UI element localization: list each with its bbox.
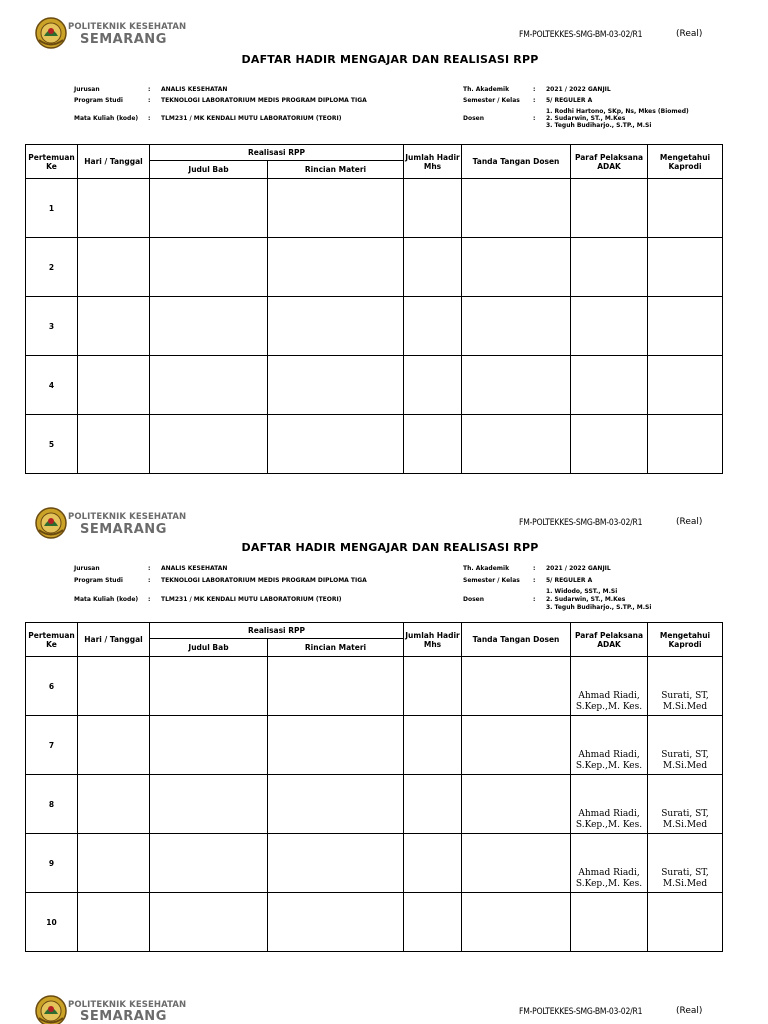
label-matkul: Mata Kuliah (kode) — [74, 115, 139, 122]
table-row — [26, 179, 723, 238]
row-number: 7 — [26, 716, 78, 775]
attendance-table — [25, 622, 723, 952]
paraf-name: Ahmad Riadi, — [578, 750, 640, 761]
kaprodi-signature — [648, 716, 723, 775]
dosen-item: 1. Rodhi Hartono, SKp, Ns, Mkes (Biomed) — [546, 108, 689, 115]
dosen-item: 3. Teguh Budiharjo., S.TP., M.Si — [546, 122, 652, 129]
label-semester: Semester / Kelas — [463, 97, 520, 104]
header-mengetahui: Mengetahui Kaprodi — [648, 145, 723, 179]
label-prodi: Program Studi — [74, 97, 123, 104]
dosen-item: 2. Sudarwin, ST., M.Kes — [546, 115, 626, 122]
value-jurusan: ANALIS KESEHATAN — [161, 86, 228, 93]
colon: : — [533, 565, 536, 572]
value-semester: 5/ REGULER A — [546, 577, 593, 584]
value-semester: 5/ REGULER A — [546, 97, 593, 104]
header-realisasi: Realisasi RPP — [150, 145, 404, 161]
paraf-title: S.Kep.,M. Kes. — [575, 702, 643, 713]
form-code: FM-POLTEKKES-SMG-BM-03-02/R1 — [519, 30, 643, 40]
dosen-item: 2. Sudarwin, ST., M.Kes — [546, 596, 626, 603]
row-number: 2 — [26, 238, 78, 297]
label-tahun: Th. Akademik — [463, 86, 510, 93]
label-matkul: Mata Kuliah (kode) — [74, 596, 139, 603]
table-row — [26, 657, 723, 716]
colon: : — [533, 596, 536, 603]
table-row — [26, 297, 723, 356]
value-jurusan: ANALIS KESEHATAN — [161, 565, 228, 572]
dosen-item: 1. Widodo, SST., M.Si — [546, 588, 618, 595]
paraf-name: Ahmad Riadi, — [578, 691, 640, 702]
paraf-name: Ahmad Riadi, — [578, 809, 640, 820]
poltekkes-logo-icon — [34, 16, 68, 50]
label-jurusan: Jurusan — [74, 86, 100, 93]
header-judul: Judul Bab — [150, 639, 268, 657]
poltekkes-logo-icon — [34, 506, 68, 540]
kaprodi-name: Surati, ST, — [661, 750, 709, 761]
brand-line-1: POLITEKNIK KESEHATAN — [68, 512, 187, 522]
header-ttd: Tanda Tangan Dosen — [462, 623, 571, 657]
table-row — [26, 356, 723, 415]
header-pertemuan: Pertemuan Ke — [26, 623, 78, 657]
header-rincian: Rincian Materi — [268, 161, 404, 179]
kaprodi-title: M.Si.Med — [662, 820, 708, 831]
kaprodi-signature — [648, 834, 723, 893]
value-matkul: TLM231 / MK KENDALI MUTU LABORATORIUM (TEORI) — [161, 596, 342, 603]
value-prodi: TEKNOLOGI LABORATORIUM MEDIS PROGRAM DIPLOMA TIGA — [161, 577, 367, 584]
paraf-title: S.Kep.,M. Kes. — [575, 761, 643, 772]
table-row — [26, 834, 723, 893]
header-rincian: Rincian Materi — [268, 639, 404, 657]
poltekkes-logo-icon — [34, 994, 68, 1024]
form-suffix: (Real) — [676, 517, 703, 527]
row-number: 6 — [26, 657, 78, 716]
colon: : — [148, 596, 151, 603]
paraf-name: Ahmad Riadi, — [578, 868, 640, 879]
kaprodi-name: Surati, ST, — [661, 809, 709, 820]
header-ttd: Tanda Tangan Dosen — [462, 145, 571, 179]
header-realisasi: Realisasi RPP — [150, 623, 404, 639]
page-title: DAFTAR HADIR MENGAJAR DAN REALISASI RPP — [241, 541, 539, 554]
row-number: 4 — [26, 356, 78, 415]
colon: : — [533, 577, 536, 584]
header-mengetahui: Mengetahui Kaprodi — [648, 623, 723, 657]
form-suffix: (Real) — [676, 29, 703, 39]
kaprodi-signature — [648, 657, 723, 716]
brand-line-1: POLITEKNIK KESEHATAN — [68, 1000, 187, 1010]
row-number: 3 — [26, 297, 78, 356]
form-code: FM-POLTEKKES-SMG-BM-03-02/R1 — [519, 1007, 643, 1017]
colon: : — [148, 115, 151, 122]
header-paraf: Paraf Pelaksana ADAK — [571, 623, 648, 657]
dosen-item: 3. Teguh Budiharjo., S.TP., M.Si — [546, 604, 652, 611]
header-jumlah: Jumlah Hadir Mhs — [404, 145, 462, 179]
colon: : — [533, 97, 536, 104]
header-paraf: Paraf Pelaksana ADAK — [571, 145, 648, 179]
header-pertemuan: Pertemuan Ke — [26, 145, 78, 179]
value-prodi: TEKNOLOGI LABORATORIUM MEDIS PROGRAM DIPLOMA TIGA — [161, 97, 367, 104]
value-matkul: TLM231 / MK KENDALI MUTU LABORATORIUM (TEORI) — [161, 115, 342, 122]
colon: : — [148, 86, 151, 93]
brand-line-2: SEMARANG — [80, 1009, 167, 1024]
header-jumlah: Jumlah Hadir Mhs — [404, 623, 462, 657]
form-suffix: (Real) — [676, 1006, 703, 1016]
paraf-title: S.Kep.,M. Kes. — [575, 879, 643, 890]
colon: : — [148, 577, 151, 584]
paraf-title: S.Kep.,M. Kes. — [575, 820, 643, 831]
row-number: 9 — [26, 834, 78, 893]
paraf-signature — [571, 834, 648, 893]
attendance-table — [25, 144, 723, 474]
value-tahun: 2021 / 2022 GANJIL — [546, 565, 611, 572]
colon: : — [533, 86, 536, 93]
brand-line-2: SEMARANG — [80, 522, 167, 537]
label-dosen: Dosen — [463, 596, 485, 603]
kaprodi-name: Surati, ST, — [661, 868, 709, 879]
row-number: 8 — [26, 775, 78, 834]
table-row — [26, 893, 723, 952]
kaprodi-title: M.Si.Med — [662, 879, 708, 890]
kaprodi-name: Surati, ST, — [661, 691, 709, 702]
paraf-signature — [571, 657, 648, 716]
brand-line-2: SEMARANG — [80, 32, 167, 47]
brand-line-1: POLITEKNIK KESEHATAN — [68, 22, 187, 32]
paraf-signature — [571, 775, 648, 834]
paraf-signature — [571, 716, 648, 775]
value-tahun: 2021 / 2022 GANJIL — [546, 86, 611, 93]
colon: : — [533, 115, 536, 122]
row-number: 10 — [26, 893, 78, 952]
header-hari: Hari / Tanggal — [78, 145, 150, 179]
kaprodi-title: M.Si.Med — [662, 761, 708, 772]
table-row — [26, 238, 723, 297]
form-code: FM-POLTEKKES-SMG-BM-03-02/R1 — [519, 518, 643, 528]
header-hari: Hari / Tanggal — [78, 623, 150, 657]
label-jurusan: Jurusan — [74, 565, 100, 572]
row-number: 5 — [26, 415, 78, 474]
label-dosen: Dosen — [463, 115, 485, 122]
colon: : — [148, 97, 151, 104]
table-row — [26, 716, 723, 775]
table-row — [26, 415, 723, 474]
colon: : — [148, 565, 151, 572]
table-row — [26, 775, 723, 834]
row-number: 1 — [26, 179, 78, 238]
kaprodi-signature — [648, 775, 723, 834]
header-judul: Judul Bab — [150, 161, 268, 179]
label-tahun: Th. Akademik — [463, 565, 510, 572]
label-prodi: Program Studi — [74, 577, 123, 584]
label-semester: Semester / Kelas — [463, 577, 520, 584]
kaprodi-title: M.Si.Med — [662, 702, 708, 713]
page-title: DAFTAR HADIR MENGAJAR DAN REALISASI RPP — [241, 53, 539, 66]
